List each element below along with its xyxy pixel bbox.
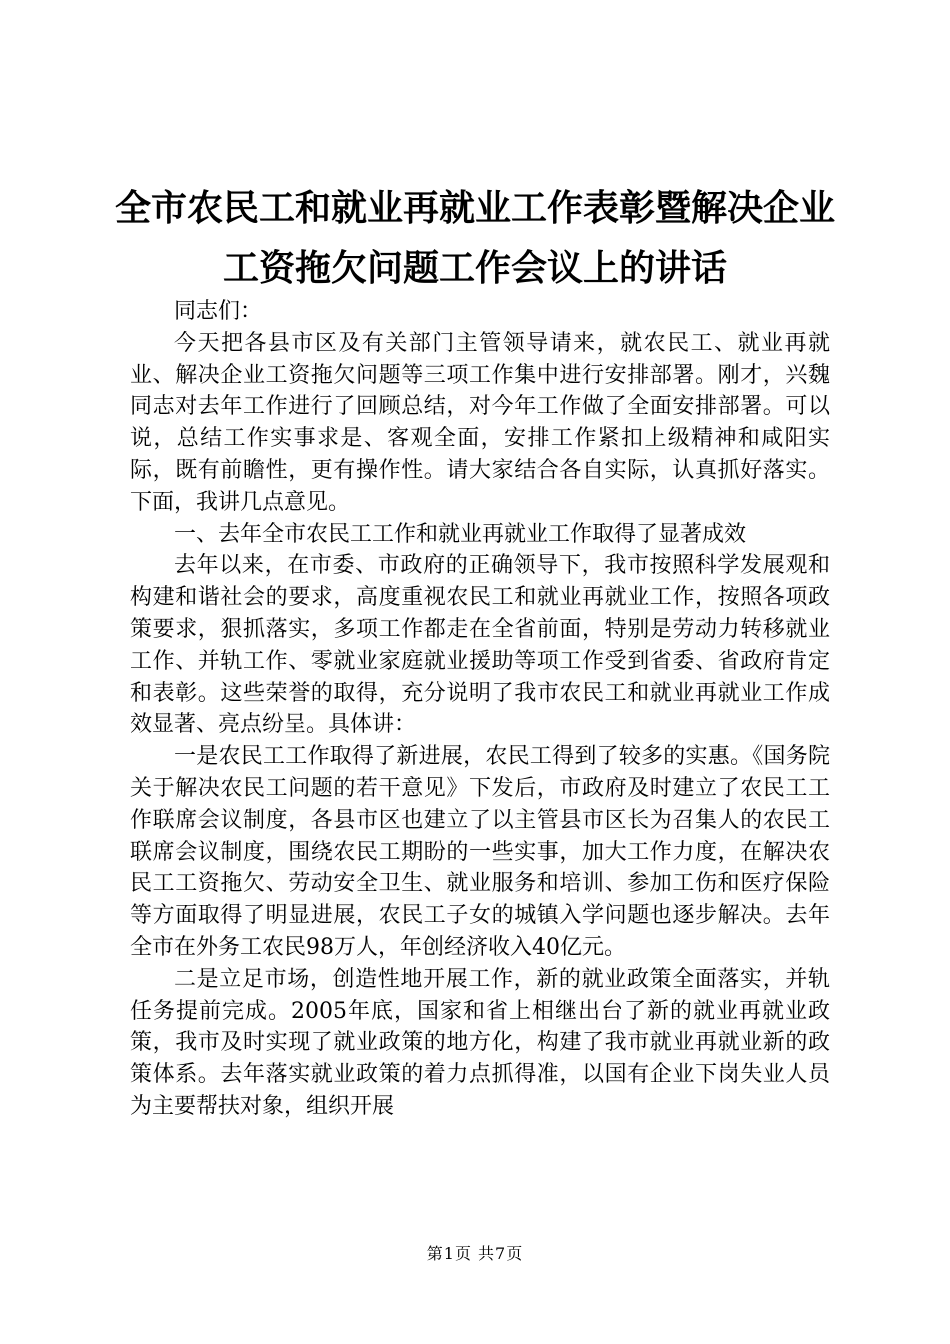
document-title-line-2: 工资拖欠问题工作会议上的讲话: [222, 247, 727, 289]
paragraph-overview: 去年以来，在市委、市政府的正确领导下，我市按照科学发展观和构建和谐社会的要求，高度重视农民工和就业再就业工作，按照各项政策要求，狠抓落实，多项工作都走在全省前面，特别是劳动力转移就业工作、并轨工作、零就业家庭就业援助等项工作受到省委、省政府肯定和表彰。这些荣誉的取得，充分说明了我市农民工和就业再就业工作成效显著、亮点纷呈。具体讲：: [130, 553, 830, 738]
document-title-line-1: 全市农民工和就业再就业工作表彰暨解决企业: [114, 187, 835, 229]
document-body: [130, 296, 830, 1123]
paragraph-point-1: 一是农民工工作取得了新进展，农民工得到了较多的实惠。《国务院关于解决农民工问题的若干意见》下发后，市政府及时建立了农民工工作联席会议制度，各县市区也建立了以主管县市区长为召集人的农民工联席会议制度，围绕农民工期盼的一些实事，加大工作力度，在解决农民工工资拖欠、劳动安全卫生、就业服务和培训、参加工伤和医疗保险等方面取得了明显进展，农民工子女的城镇入学问题也逐步解决。去年全市在外务工农民98万人，年创经济收入40亿元。: [130, 744, 830, 960]
page-number-footer: 第1页 共7页: [426, 1244, 524, 1263]
paragraph-point-2: 二是立足市场，创造性地开展工作，新的就业政策全面落实，并轨任务提前完成。2005年底，国家和省上相继出台了新的就业再就业政策，我市及时实现了就业政策的地方化，构建了我市就业再就业新的政策体系。去年落实就业政策的着力点抓得准，以国有企业下岗失业人员为主要帮扶对象，组织开展: [130, 966, 830, 1119]
paragraph-intro: 今天把各县市区及有关部门主管领导请来，就农民工、就业再就业、解决企业工资拖欠问题等三项工作集中进行安排部署。刚才，兴魏同志对去年工作进行了回顾总结，对今年工作做了全面安排部署。可以说，总结工作实事求是、客观全面，安排工作紧扣上级精神和咸阳实际，既有前瞻性，更有操作性。请大家结合各自实际，认真抓好落实。下面，我讲几点意见。: [130, 330, 830, 515]
salutation: 同志们：: [174, 299, 263, 324]
section-heading-1: 一、去年全市农民工工作和就业再就业工作取得了显著成效: [174, 521, 747, 547]
